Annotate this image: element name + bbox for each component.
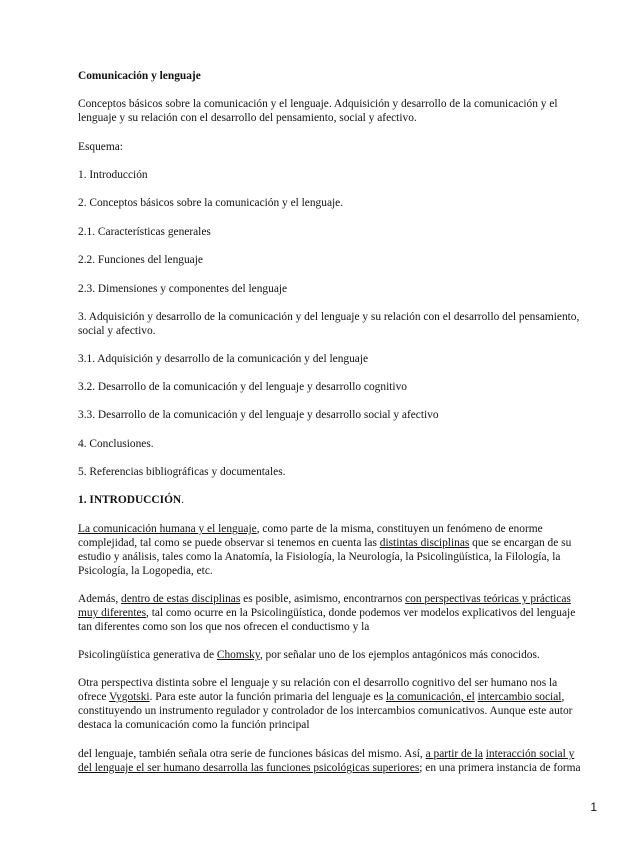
paragraph-4-line-3: constituyendo un instrumento regulador y controlador de los intercambios comunicativos. Aunque este autor: [78, 705, 573, 717]
text-run: del lenguaje, también señala otra serie de funciones básicas del mismo. Así,: [78, 748, 426, 760]
text-run: , por señalar uno de los ejemplos antagónicos más conocidos.: [259, 649, 540, 661]
paragraph-4-line-4: destaca la comunicación como la función principal: [78, 719, 310, 731]
subtitle-line-1: Conceptos básicos sobre la comunicación y el lenguaje. Adquisición y desarrollo de la comunicación y el: [78, 98, 558, 110]
paragraph-1-line-3: estudio y análisis, tales como la Anatomía, la Fisiología, la Neurología, la Psicolingüística, la Filología, la: [78, 551, 561, 563]
outline-item: 3.2. Desarrollo de la comunicación y del lenguaje y desarrollo cognitivo: [78, 381, 407, 393]
paragraph-1-line-2: [78, 536, 571, 550]
underlined-phrase: muy diferentes: [78, 607, 147, 619]
underlined-phrase: con perspectivas teóricas y prácticas: [405, 593, 571, 605]
outline-item: 2. Conceptos básicos sobre la comunicación y el lenguaje.: [78, 197, 344, 209]
paragraph-5-line-1: [78, 747, 574, 761]
text-run: ofrece: [78, 691, 110, 703]
text-run: Además,: [78, 593, 122, 605]
paragraph-1-line-4: Psicología, la Logopedia, etc.: [78, 565, 213, 577]
outline-item: 5. Referencias bibliográficas y documentales.: [78, 466, 286, 478]
text-run: . Para este autor la función primaria del lenguaje es: [149, 691, 386, 703]
paragraph-3-line-1: [78, 648, 540, 662]
paragraph-1-line-1: [78, 522, 543, 536]
outline-item: 2.2. Funciones del lenguaje: [78, 254, 203, 266]
underlined-phrase: a partir de la: [425, 748, 483, 760]
text-run: es posible, asimismo, encontrarnos: [240, 593, 406, 605]
text-run: ,: [561, 691, 565, 703]
outline-item: 3. Adquisición y desarrollo de la comunicación y del lenguaje y su relación con el desarrollo del pensamiento,: [78, 311, 580, 323]
outline-item: 3.1. Adquisición y desarrollo de la comunicación y del lenguaje: [78, 353, 369, 365]
paragraph-2-line-3: tan diferentes como son los que nos ofrecen el conductismo y la: [78, 621, 370, 633]
text-run: ; en una primera instancia de forma: [419, 762, 581, 774]
text-run: , como parte de la misma, constituyen un fenómeno de enorme: [256, 523, 543, 535]
text-run: complejidad, tal como se puede observar si tenemos en cuenta las: [78, 537, 380, 549]
esquema-label: Esquema:: [78, 141, 123, 153]
outline-item: 4. Conclusiones.: [78, 438, 154, 450]
underlined-phrase: la comunicación, el: [385, 691, 475, 703]
underlined-phrase: distintas disciplinas: [379, 537, 470, 549]
text-run: que se encargan de su: [469, 537, 572, 549]
underlined-phrase: del lenguaje el ser humano desarrolla las funciones psicológicas superiores: [78, 762, 420, 774]
outline-item: 2.1. Características generales: [78, 226, 211, 238]
underlined-phrase: interacción social y: [485, 748, 575, 760]
section-heading: [78, 493, 184, 507]
underlined-phrase: Vygotski: [109, 691, 150, 703]
underlined-phrase: Chomsky: [216, 649, 260, 661]
paragraph-4-line-2: [78, 690, 564, 704]
document-title: Comunicación y lenguaje: [78, 70, 201, 82]
section-heading-period: .: [181, 494, 185, 506]
outline-item-continued: social y afectivo.: [78, 325, 156, 337]
outline-item: 1. Introducción: [78, 169, 148, 181]
underlined-phrase: La comunicación humana y el lenguaje: [78, 523, 257, 535]
subtitle-line-2: lenguaje y su relación con el desarrollo del pensamiento, social y afectivo.: [78, 112, 417, 124]
text-run: , tal como ocurre en la Psicolingüística, donde podemos ver modelos explicativos del lenguaje: [146, 607, 576, 619]
paragraph-4-line-1: Otra perspectiva distinta sobre el lenguaje y su relación con el desarrollo cognitivo del ser humano nos la: [78, 677, 558, 689]
section-heading-text: 1. INTRODUCCIÓN: [78, 494, 182, 506]
page-number: 1: [590, 800, 597, 814]
paragraph-2-line-1: [78, 592, 571, 606]
outline-item: 3.3. Desarrollo de la comunicación y del lenguaje y desarrollo social y afectivo: [78, 409, 439, 421]
underlined-phrase: dentro de estas disciplinas: [121, 593, 241, 605]
outline-item: 2.3. Dimensiones y componentes del lenguaje: [78, 283, 288, 295]
paragraph-2-line-2: [78, 606, 575, 620]
text-run: Psicolingüística generativa de: [78, 649, 217, 661]
paragraph-5-line-2: [78, 761, 581, 775]
underlined-phrase: intercambio social: [477, 691, 562, 703]
